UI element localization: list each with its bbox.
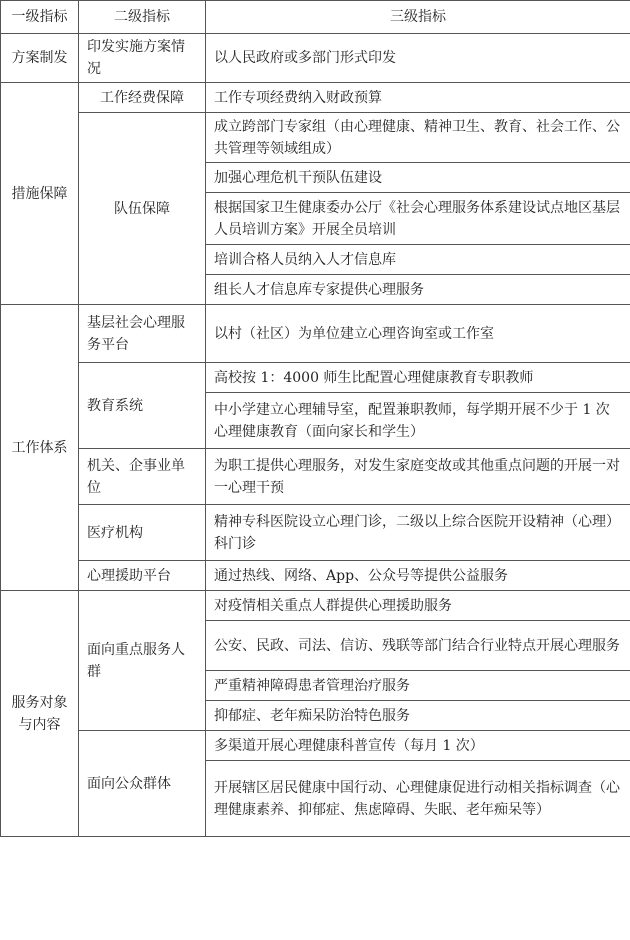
level3-cell: 根据国家卫生健康委办公厅《社会心理服务体系建设试点地区基层人员培训方案》开展全员培训	[206, 193, 630, 245]
level3-cell: 成立跨部门专家组（由心理健康、精神卫生、教育、社会工作、公共管理等领域组成）	[206, 113, 630, 163]
header-row	[1, 1, 630, 34]
level3-cell: 精神专科医院设立心理门诊，二级以上综合医院开设精神（心理）科门诊	[206, 505, 630, 561]
table-row	[1, 34, 630, 83]
level1-cell: 服务对象与内容	[1, 591, 79, 837]
level3-cell: 对疫情相关重点人群提供心理援助服务	[206, 591, 630, 621]
level3-cell: 抑郁症、老年痴呆防治特色服务	[206, 701, 630, 731]
header-level3: 三级指标	[206, 1, 630, 34]
level2-cell: 工作经费保障	[79, 83, 206, 113]
level2-cell: 基层社会心理服务平台	[79, 305, 206, 363]
header-level1: 一级指标	[1, 1, 79, 34]
level3-cell: 为职工提供心理服务，对发生家庭变故或其他重点问题的开展一对一心理干预	[206, 449, 630, 505]
level3-cell: 组长人才信息库专家提供心理服务	[206, 275, 630, 305]
table-row	[1, 591, 630, 621]
level3-cell: 工作专项经费纳入财政预算	[206, 83, 630, 113]
table-body	[1, 34, 630, 837]
table-row	[1, 449, 630, 505]
level3-cell: 以人民政府或多部门形式印发	[206, 34, 630, 83]
level3-cell: 加强心理危机干预队伍建设	[206, 163, 630, 193]
level2-cell: 队伍保障	[79, 113, 206, 305]
level1-cell: 措施保障	[1, 83, 79, 305]
level1-cell: 工作体系	[1, 305, 79, 591]
level3-cell: 培训合格人员纳入人才信息库	[206, 245, 630, 275]
level2-cell: 教育系统	[79, 363, 206, 449]
level3-cell: 以村（社区）为单位建立心理咨询室或工作室	[206, 305, 630, 363]
table-row	[1, 561, 630, 591]
table-row	[1, 83, 630, 113]
level2-cell: 机关、企事业单位	[79, 449, 206, 505]
level2-cell: 医疗机构	[79, 505, 206, 561]
level3-cell: 高校按 1：4000 师生比配置心理健康教育专职教师	[206, 363, 630, 393]
table-row	[1, 305, 630, 363]
level3-cell: 中小学建立心理辅导室，配置兼职教师，每学期开展不少于 1 次心理健康教育（面向家长和学生）	[206, 393, 630, 449]
table-row	[1, 505, 630, 561]
level3-cell: 公安、民政、司法、信访、残联等部门结合行业特点开展心理服务	[206, 621, 630, 671]
level3-cell: 多渠道开展心理健康科普宣传（每月 1 次）	[206, 731, 630, 761]
level2-cell: 面向重点服务人群	[79, 591, 206, 731]
level2-cell: 心理援助平台	[79, 561, 206, 591]
level3-cell: 开展辖区居民健康中国行动、心理健康促进行动相关指标调查（心理健康素养、抑郁症、焦虑障碍、失眠、老年痴呆等）	[206, 761, 630, 837]
level3-cell: 严重精神障碍患者管理治疗服务	[206, 671, 630, 701]
header-level2: 二级指标	[79, 1, 206, 34]
level2-cell: 印发实施方案情况	[79, 34, 206, 83]
level1-cell: 方案制发	[1, 34, 79, 83]
table-row	[1, 363, 630, 393]
table-row	[1, 113, 630, 163]
table-row	[1, 731, 630, 761]
level2-cell: 面向公众群体	[79, 731, 206, 837]
level3-cell: 通过热线、网络、App、公众号等提供公益服务	[206, 561, 630, 591]
